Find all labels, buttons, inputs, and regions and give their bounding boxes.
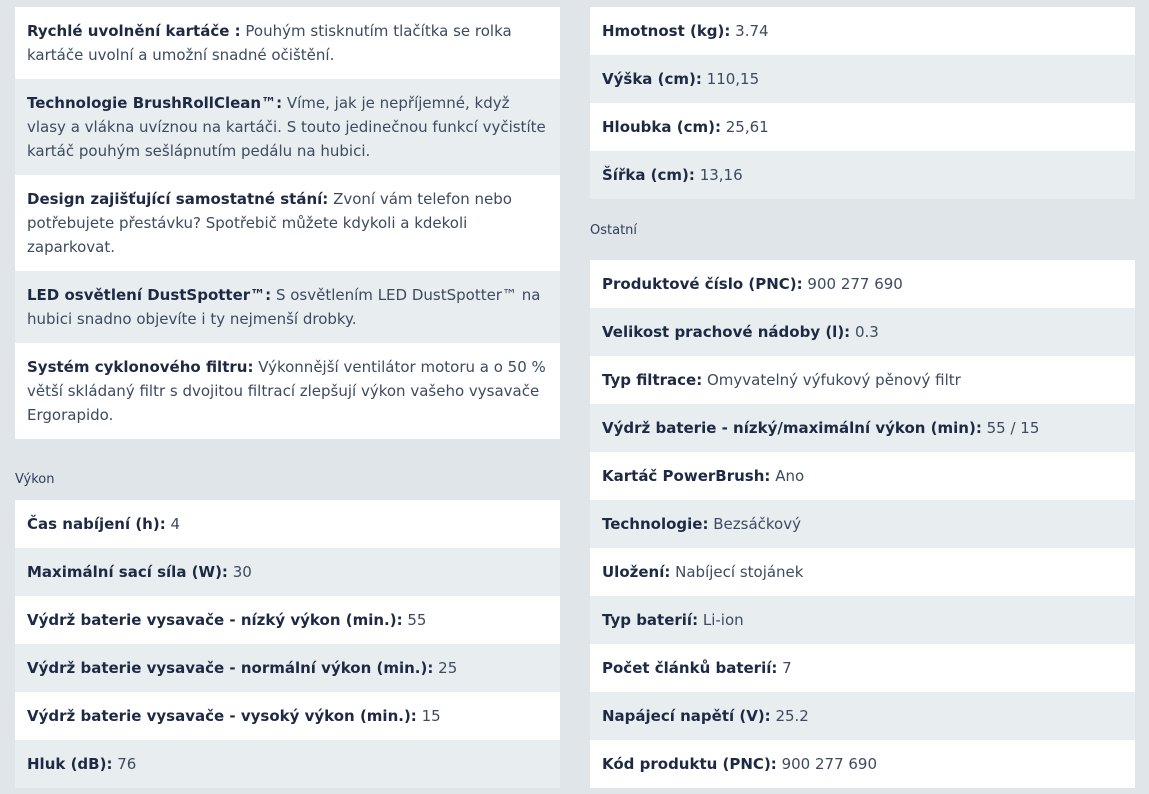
spec-label: Výdrž baterie vysavače - normální výkon (min.):	[27, 659, 434, 677]
spec-value: Li-ion	[702, 611, 744, 629]
spec-label: Hmotnost (kg):	[602, 22, 731, 40]
spec-value: 25	[438, 659, 458, 677]
spec-value: 7	[782, 659, 792, 677]
feature-text: Zvoní vám telefon nebo potřebujete přestávku? Spotřebič můžete kdykoli a kdekoli zaparkovat.	[27, 190, 512, 256]
spec-row	[15, 740, 560, 788]
spec-value: 15	[421, 707, 441, 725]
spec-row	[590, 356, 1135, 404]
spec-label: Typ baterií:	[602, 611, 699, 629]
spec-label: Výdrž baterie vysavače - nízký výkon (min.):	[27, 611, 403, 629]
spec-label: Výdrž baterie - nízký/maximální výkon (min):	[602, 419, 982, 437]
spec-label: Technologie:	[602, 515, 709, 533]
spec-row	[590, 596, 1135, 644]
spec-row	[15, 548, 560, 596]
spec-row	[590, 452, 1135, 500]
feature-row	[15, 271, 560, 343]
spec-label: Hloubka (cm):	[602, 118, 721, 136]
section-title-ostatni: Ostatní	[590, 223, 638, 238]
spec-value: 30	[232, 563, 252, 581]
spec-value: 0.3	[854, 323, 879, 341]
spec-row	[590, 404, 1135, 452]
spec-value: Nabíjecí stojánek	[675, 563, 804, 581]
section-title-vykon: Výkon	[15, 472, 55, 487]
feature-text: S osvětlením LED DustSpotter™ na hubici snadno objevíte i ty nejmenší drobky.	[27, 286, 541, 328]
feature-row	[15, 79, 560, 175]
spec-label: Produktové číslo (PNC):	[602, 275, 803, 293]
feature-row	[15, 343, 560, 439]
spec-row	[15, 596, 560, 644]
spec-value: 3.74	[735, 22, 769, 40]
spec-value: 4	[170, 515, 181, 533]
spec-value: 13,16	[699, 166, 743, 184]
feature-label: LED osvětlení DustSpotter™:	[27, 286, 272, 304]
spec-label: Výška (cm):	[602, 70, 702, 88]
spec-value: Bezsáčkový	[713, 515, 801, 533]
spec-value: 55	[407, 611, 427, 629]
spec-label: Maximální sací síla (W):	[27, 563, 228, 581]
spec-row	[590, 548, 1135, 596]
left-column	[15, 7, 560, 788]
spec-row	[590, 692, 1135, 740]
feature-text: Pouhým stisknutím tlačítka se rolka kartáče uvolní a umožní snadné očištění.	[27, 22, 512, 64]
spec-label: Čas nabíjení (h):	[27, 515, 166, 533]
spec-row	[15, 500, 560, 548]
feature-label: Design zajišťující samostatné stání:	[27, 190, 329, 208]
spec-value: 55 / 15	[986, 419, 1040, 437]
spec-value: Omyvatelný výfukový pěnový filtr	[706, 371, 961, 389]
feature-label: Systém cyklonového filtru:	[27, 358, 254, 376]
spec-label: Napájecí napětí (V):	[602, 707, 771, 725]
spec-label: Hluk (dB):	[27, 755, 113, 773]
feature-text: Výkonnější ventilátor motoru a o 50 % větší skládaný filtr s dvojitou filtrací zlepšují výkon vašeho vysavače Ergorapido.	[27, 358, 546, 424]
feature-text: Víme, jak je nepříjemné, když vlasy a vlákna uvíznou na kartáči. S touto jedinečnou funkcí vyčistíte kartáč pouhým sešlápnutím pedálu na hubici.	[27, 94, 546, 160]
spec-value: 900 277 690	[807, 275, 903, 293]
spec-row	[590, 644, 1135, 692]
spec-row	[15, 644, 560, 692]
spec-row	[590, 740, 1135, 788]
feature-label: Technologie BrushRollClean™:	[27, 94, 283, 112]
spec-label: Kód produktu (PNC):	[602, 755, 777, 773]
spec-label: Výdrž baterie vysavače - vysoký výkon (min.):	[27, 707, 417, 725]
spec-row	[590, 151, 1135, 199]
spec-value: 110,15	[706, 70, 760, 88]
spec-row	[590, 308, 1135, 356]
spec-row	[590, 55, 1135, 103]
spec-value: 900 277 690	[781, 755, 878, 773]
spec-label: Šířka (cm):	[602, 166, 695, 184]
spec-row	[15, 692, 560, 740]
spec-label: Uložení:	[602, 563, 671, 581]
spec-value: 25,61	[725, 118, 769, 136]
spec-row	[590, 7, 1135, 55]
spec-label: Kartáč PowerBrush:	[602, 467, 771, 485]
feature-row	[15, 7, 560, 79]
right-column	[590, 7, 1135, 788]
feature-label: Rychlé uvolnění kartáče :	[27, 22, 241, 40]
spec-value: 76	[117, 755, 137, 773]
spec-row	[590, 103, 1135, 151]
spec-row	[590, 260, 1135, 308]
feature-row	[15, 175, 560, 271]
spec-value: Ano	[775, 467, 805, 485]
spec-label: Velikost prachové nádoby (l):	[602, 323, 851, 341]
spec-label: Typ filtrace:	[602, 371, 703, 389]
spec-row	[590, 500, 1135, 548]
spec-value: 25.2	[775, 707, 809, 725]
spec-label: Počet článků baterií:	[602, 659, 778, 677]
